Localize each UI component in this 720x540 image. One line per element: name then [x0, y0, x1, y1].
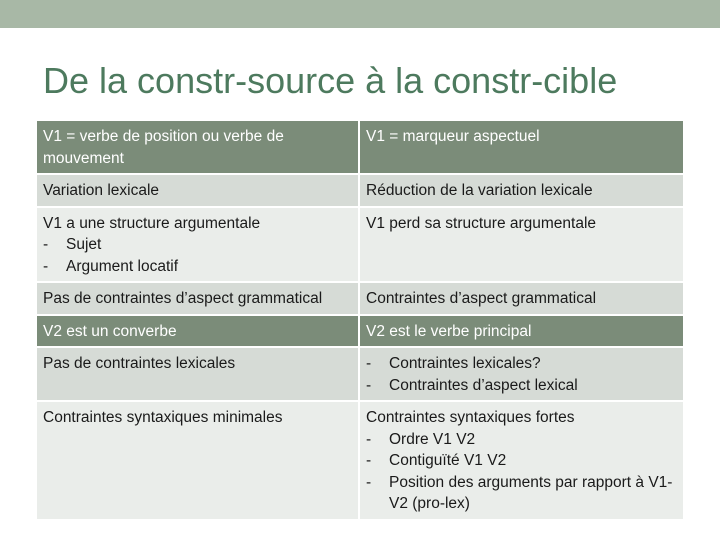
dash-mark: - — [366, 452, 372, 469]
list-item — [43, 234, 352, 256]
table-cell-right — [360, 208, 683, 284]
list-item-text: Contraintes d’aspect lexical — [389, 376, 578, 394]
list-item-text: Sujet — [66, 236, 102, 253]
table-row — [37, 208, 683, 284]
table-row — [37, 348, 683, 402]
cell-bullet-list — [43, 234, 352, 277]
table-cell-left — [37, 316, 360, 349]
cell-text: Pas de contraintes lexicales — [43, 355, 236, 372]
cell-text: V1 perd sa structure argumentale — [366, 214, 597, 232]
cell-text: V2 est un converbe — [43, 322, 177, 340]
list-item-text: Ordre V1 V2 — [389, 430, 476, 448]
cell-text: V1 = marqueur aspectuel — [366, 128, 540, 145]
slide-title: De la constr-source à la constr-cible — [43, 60, 618, 101]
cell-text: V1 a une structure argumentale — [43, 214, 261, 232]
table-cell-left — [37, 208, 360, 284]
dash-mark: - — [366, 355, 372, 372]
dash-mark: - — [366, 376, 372, 394]
list-item — [43, 256, 352, 278]
top-decorative-bar — [0, 0, 720, 28]
cell-text: Variation lexicale — [43, 182, 160, 199]
list-item — [366, 429, 677, 451]
list-item — [366, 472, 677, 515]
table-cell-left — [37, 348, 360, 402]
list-item — [366, 450, 677, 472]
table-cell-right — [360, 121, 683, 175]
table-row — [37, 316, 683, 349]
dash-mark: - — [366, 473, 372, 491]
cell-text: Réduction de la variation lexicale — [366, 182, 593, 199]
table-row — [37, 121, 683, 175]
cell-text: Contraintes d’aspect grammatical — [366, 290, 597, 307]
cell-bullet-list — [366, 429, 677, 515]
table-cell-left — [37, 402, 360, 521]
cell-text: Contraintes syntaxiques fortes — [366, 409, 575, 426]
cell-bullet-list — [366, 353, 677, 396]
cell-text: Contraintes syntaxiques minimales — [43, 409, 283, 426]
list-item — [366, 353, 677, 375]
comparison-table — [37, 121, 683, 521]
table-cell-right — [360, 348, 683, 402]
cell-text: Pas de contraintes d’aspect grammatical — [43, 290, 323, 307]
list-item-text: Contraintes lexicales? — [389, 355, 541, 372]
dash-mark: - — [366, 430, 372, 448]
table-cell-left — [37, 175, 360, 208]
table-row — [37, 283, 683, 316]
list-item-text: Position des arguments par rapport à V1-V2 (pro-lex) — [389, 473, 673, 512]
table-cell-right — [360, 175, 683, 208]
table-cell-right — [360, 316, 683, 349]
cell-text: V1 = verbe de position ou verbe de mouvement — [43, 128, 284, 167]
dash-mark: - — [43, 257, 49, 275]
table-row — [37, 175, 683, 208]
table-row — [37, 402, 683, 521]
list-item-text: Argument locatif — [66, 257, 178, 275]
list-item — [366, 375, 677, 397]
cell-text: V2 est le verbe principal — [366, 322, 532, 340]
list-item-text: Contiguïté V1 V2 — [389, 452, 507, 469]
table-cell-right — [360, 402, 683, 521]
table-cell-left — [37, 121, 360, 175]
table-cell-right — [360, 283, 683, 316]
dash-mark: - — [43, 236, 49, 253]
table-cell-left — [37, 283, 360, 316]
